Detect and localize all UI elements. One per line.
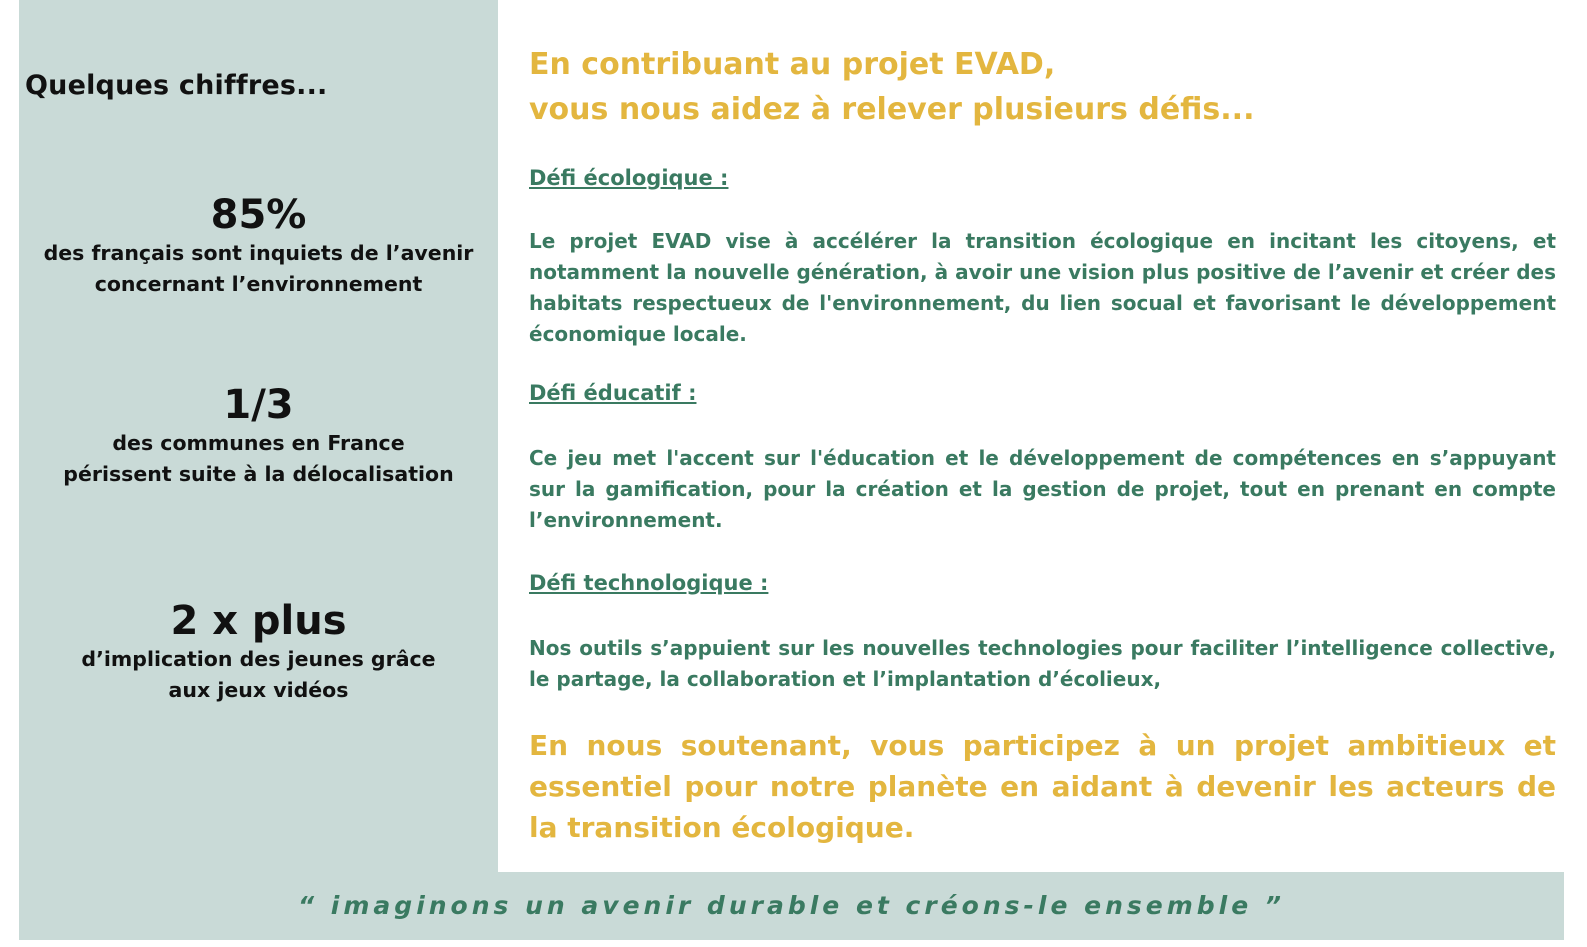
stat-block [19, 598, 498, 706]
challenge-text-educational: Ce jeu met l'accent sur l'éducation et le développement de compétences en s’appuyant sur la gamification, pour la création et la gestion de projet, tout en prenant en compte l’environnement. [529, 446, 1556, 532]
stat-value: 85% [210, 192, 307, 238]
challenge-text-ecological: Le projet EVAD vise à accélérer la transition écologique en incitant les citoyens, et notamment la nouvelle génération, à avoir une vision plus positive de l’avenir et créer des habitats respectueux de l'environnement, du lien socual et favorisant le développement économique locale. [529, 229, 1556, 346]
stat-block [19, 382, 498, 490]
stat-block [19, 192, 498, 300]
challenge-title-ecological: Défi écologique : [529, 166, 729, 190]
stat-description: d’implication des jeunes grâce aux jeux vidéos [81, 647, 436, 702]
challenge-title-technological: Défi technologique : [529, 571, 769, 595]
challenge-text-technological: Nos outils s’appuient sur les nouvelles technologies pour faciliter l’intelligence collective, le partage, la collaboration et l’implantation d’écolieux, [529, 636, 1556, 691]
stat-description: des communes en France périssent suite à la délocalisation [63, 431, 454, 486]
footer-quote: “ imaginons un avenir durable et créons-le ensemble ” [298, 891, 1285, 920]
stat-description: des français sont inquiets de l’avenir concernant l’environnement [43, 241, 474, 296]
key-figures-title: Quelques chiffres... [25, 70, 328, 101]
headline: En contribuant au projet EVAD, vous nous aidez à relever plusieurs défis... [529, 47, 1255, 127]
stat-value: 2 x plus [170, 598, 347, 644]
footer-quote-band [19, 872, 1564, 940]
closing-statement: En nous soutenant, vous participez à un projet ambitieux et essentiel pour notre planète en aidant à devenir les acteurs de la transition écologique. [529, 729, 1556, 844]
challenge-title-educational: Défi éducatif : [529, 381, 697, 405]
stat-value: 1/3 [223, 382, 294, 428]
key-figures-panel [19, 0, 498, 872]
